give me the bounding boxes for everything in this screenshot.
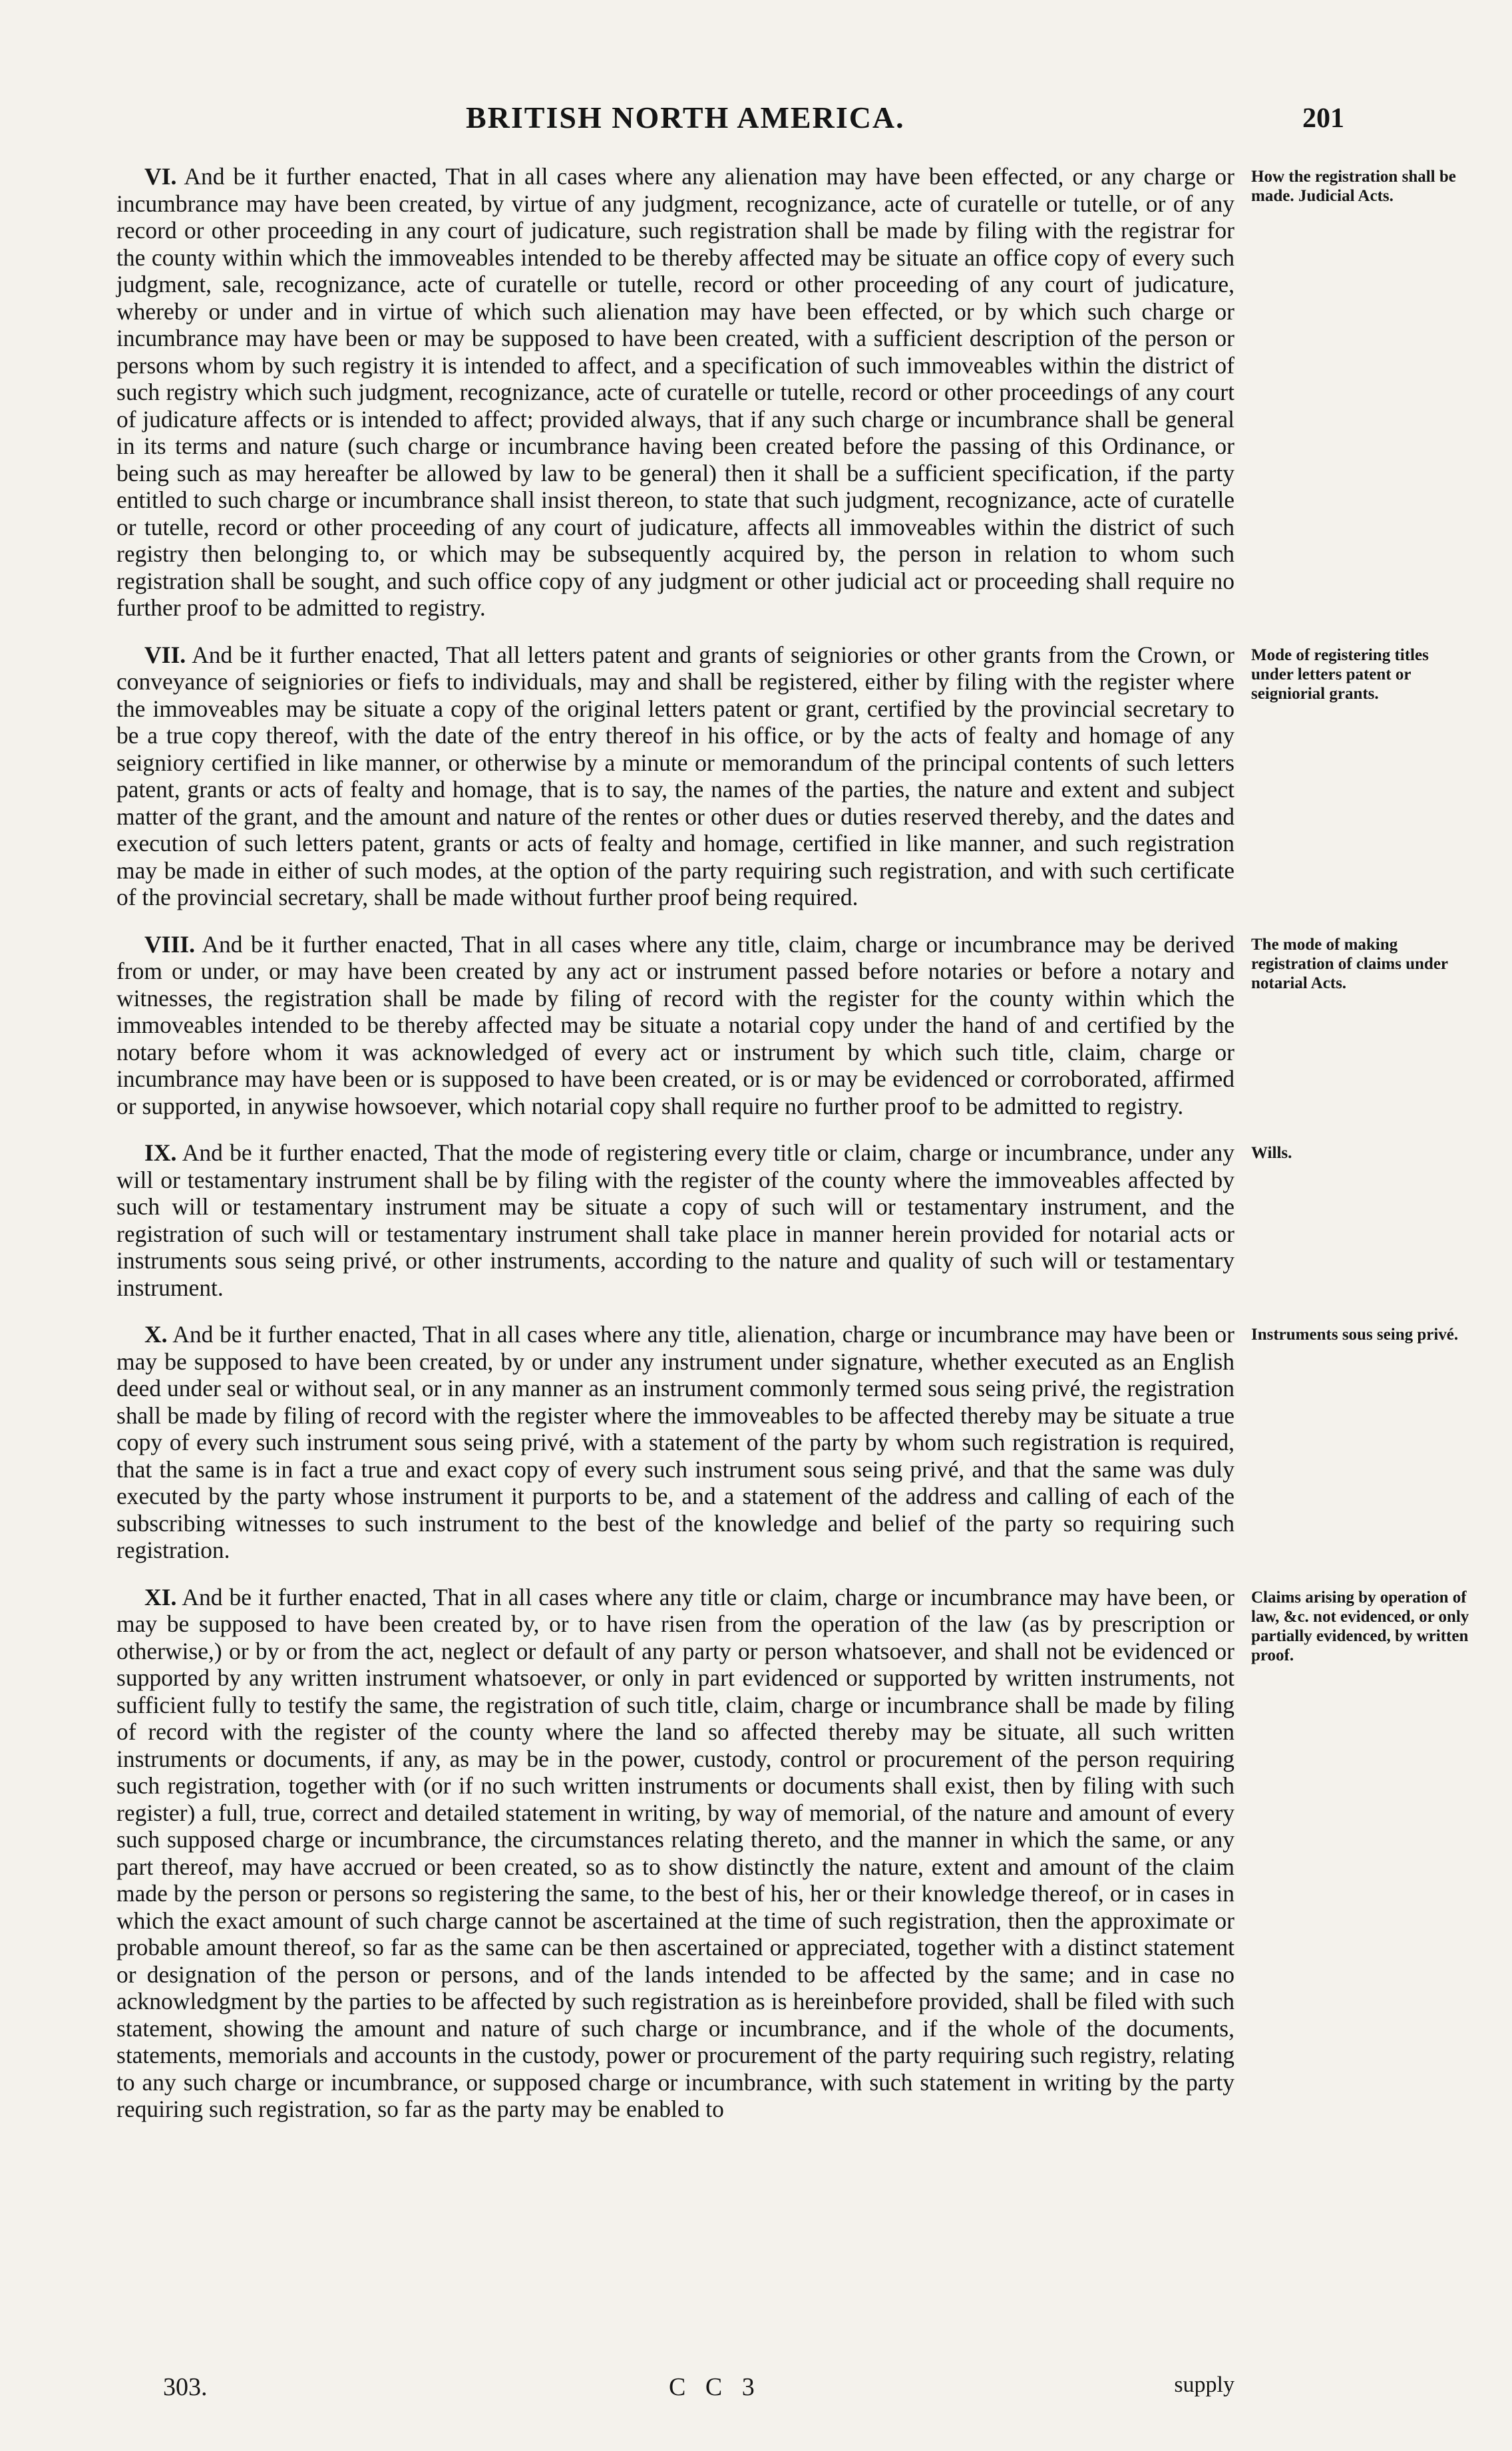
section-body: And be it further enacted, That the mode of registering every title or claim, charge or incumbrance, under any will or testamentary instrument shall be by filing with the register of the county where the immoveables affected by such will or testamentary instrument may be situate a copy of such will or testamentary instrument, and the registration of such will or testamentary instrument shall take place in manner herein provided for notarial acts or instruments sous seing privé, or other instruments, according to the nature and quality of such will or testamentary instrument.: [116, 1139, 1234, 1301]
section-number: VIII.: [144, 930, 195, 958]
margin-note: How the registration shall be made. Judicial Acts.: [1251, 168, 1456, 205]
margin-note: Instruments sous seing privé.: [1251, 1326, 1459, 1344]
running-title: BRITISH NORTH AMERICA.: [466, 100, 905, 134]
section-body: And be it further enacted, That in all cases where any title or claim, charge or incumbrance may have been, or may be supposed to have been created by, or to have risen from the operation of the law (as by prescription or otherwise,) or by or from the act, neglect or default of any party or person whatsoever, and shall not be evidenced or supported by any written instrument whatsoever, or only in part evidenced or supported by written instruments, not sufficient fully to testify the same, the registration of such title, claim, charge or incumbrance shall be made by filing of record with the register of the county where the land so affected thereby may be situate, all such written instruments or documents, if any, as may be in the power, custody, control or procurement of the person requiring such registration, together with (or if no such written instruments or documents shall exist, then by filing with such register) a full, true, correct and detailed statement in writing, by way of memorial, of the nature and amount of every such supposed charge or incumbrance, the circumstances relating thereto, and the manner in which the same, or any part thereof, may have accrued or been created, so as to show distinctly the nature, extent and amount of the claim made by the person or persons so registering the same, to the best of his, her or their knowledge thereof, or in cases in which the exact amount of such charge cannot be ascertained at the time of such registration, then the approximate or probable amount thereof, so far as the same can be then ascertained or appreciated, together with a distinct statement or designation of the person or persons, and of the lands intended to be affected by the same; and in case no acknowledgment by the parties to be affected by such registration as is hereinbefore provided, shall be filed with such statement, showing the amount and nature of such charge or incumbrance, and if the whole of the documents, statements, memorials and accounts in the custody, power or procurement of the party requiring such registry, relating to any such charge or incumbrance, or supposed charge or incumbrance, with such statement in writing by the party requiring such registration, so far as the party may be enabled to: [116, 1583, 1234, 2122]
section-body: And be it further enacted, That in all cases where any alienation may have been effected, or any charge or incumbrance may have been created, by virtue of any judgment, recognizance, acte of curatelle or tutelle, or of any record or other proceeding in any court of judicature, such registration shall be made by filing with the registrar for the county within which the immoveables intended to be thereby affected may be situate an office copy of every such judgment, sale, recognizance, acte of curatelle or tutelle, record or other proceeding of any court of judicature, whereby or under and in virtue of which such alienation may have been effected, or by which such charge or incumbrance may have been or may be supposed to have been created, with a sufficient description of the person or persons whom by such registry it is intended to affect, and a specification of such immoveables within the district of such registry which such judgment, recognizance, acte of curatelle or tutelle, record or other proceedings of any court of judicature affects or is intended to affect; provided always, that if any such charge or incumbrance shall be general in its terms and nature (such charge or incumbrance having been created before the passing of this Ordinance, or being such as may hereafter be allowed by law to be general) then it shall be a sufficient specification, if the party entitled to such charge or incumbrance shall insist thereon, to state that such judgment, recognizance, acte of curatelle or tutelle, record or other proceeding of any court of judicature, affects all immoveables within the district of such registry then belonging to, or which may be subsequently acquired by, the person in relation to whom such registration shall be sought, and such office copy of any judgment or other judicial act or proceeding shall require no further proof to be admitted to registry.: [116, 163, 1234, 621]
margin-note: The mode of making registration of claims under notarial Acts.: [1251, 935, 1448, 992]
section-vii: [116, 642, 1487, 911]
section-number: X.: [144, 1321, 168, 1348]
page-number: 201: [1302, 103, 1344, 134]
section-body: And be it further enacted, That in all cases where any title, claim, charge or incumbrance may be derived from or under, or may have been created by any act or instrument passed before notaries or before a notary and witnesses, the registration shall be made by filing of record with the register for the county within which the immoveables intended to be thereby affected may be situate a notarial copy under the hand of and certified by the notary before whom it was acknowledged of every act or instrument by which such title, claim, charge or incumbrance may have been or is supposed to have been created, or is or may be evidenced or corroborated, affirmed or supported, in anywise howsoever, which notarial copy shall require no further proof to be admitted to registry.: [116, 930, 1234, 1119]
section-number: XI.: [144, 1583, 177, 1610]
page-header: [120, 100, 1344, 146]
section-number: VI.: [144, 163, 177, 190]
margin-note: Wills.: [1251, 1144, 1292, 1162]
margin-note: Mode of registering titles under letters patent or seigniorial grants.: [1251, 646, 1429, 703]
section-body: And be it further enacted, That all letters patent and grants of seigniories or other grants from the Crown, or conveyance of seigniories or fiefs to individuals, may and shall be registered, either by filing with the register where the immoveables may be situate a copy of the original letters patent or grant, certified by the provincial secretary to be a true copy thereof, with the date of the entry thereof in his office, or by the acts of fealty and homage of any seigniory certified in like manner, or otherwise by a minute or memorandum of the principal contents of such letters patent, grants or acts of fealty and homage, that is to say, the names of the parties, the nature and extent and subject matter of the grant, and the amount and nature of the rentes or other dues or duties reserved thereby, and the dates and execution of such letters patent, grants or acts of fealty and homage, certified in like manner, and such registration may be made in either of such modes, at the option of the party requiring such registration, and with such certificate of the provincial secretary, shall be made without further proof being required.: [116, 641, 1234, 910]
section-viii: [116, 931, 1487, 1120]
folio-number: 303.: [163, 2373, 208, 2401]
margin-note: Claims arising by operation of law, &c. not evidenced, or only partially evidenced, by written proof.: [1251, 1588, 1469, 1664]
section-body: And be it further enacted, That in all cases where any title, alienation, charge or incumbrance may have been or may be supposed to have been created, by or under any instrument under signature, whether executed as an English deed under seal or without seal, or in any manner as an instrument commonly termed sous seing privé, the registration shall be made by filing of record with the register where the immoveables to be affected thereby may be situate a true copy of every such instrument sous seing privé, with a statement of the party by whom such registration is required, that the same is in fact a true and exact copy of every such instrument sous seing privé, and that the same was duly executed by the party whose instrument it purports to be, and a statement of the address and calling of each of the subscribing witnesses to such instrument to the best of the knowledge and belief of the party so requiring such registration.: [116, 1321, 1235, 1563]
section-number: IX.: [144, 1139, 177, 1166]
page-footer: [116, 2372, 1234, 2406]
section-paragraph: [116, 931, 1234, 1120]
section-paragraph: [116, 163, 1234, 622]
catchword: supply: [1174, 2372, 1234, 2397]
section-vi: [116, 163, 1487, 622]
signature-mark: C C 3: [669, 2373, 761, 2401]
page-body: [116, 163, 1487, 2143]
section-ix: [116, 1139, 1487, 1301]
section-paragraph: [116, 1584, 1234, 2123]
section-x: [116, 1321, 1487, 1564]
section-paragraph: [116, 642, 1234, 911]
section-number: VII.: [144, 641, 186, 668]
section-paragraph: [116, 1321, 1234, 1564]
section-xi: [116, 1584, 1487, 2123]
section-paragraph: [116, 1139, 1234, 1301]
